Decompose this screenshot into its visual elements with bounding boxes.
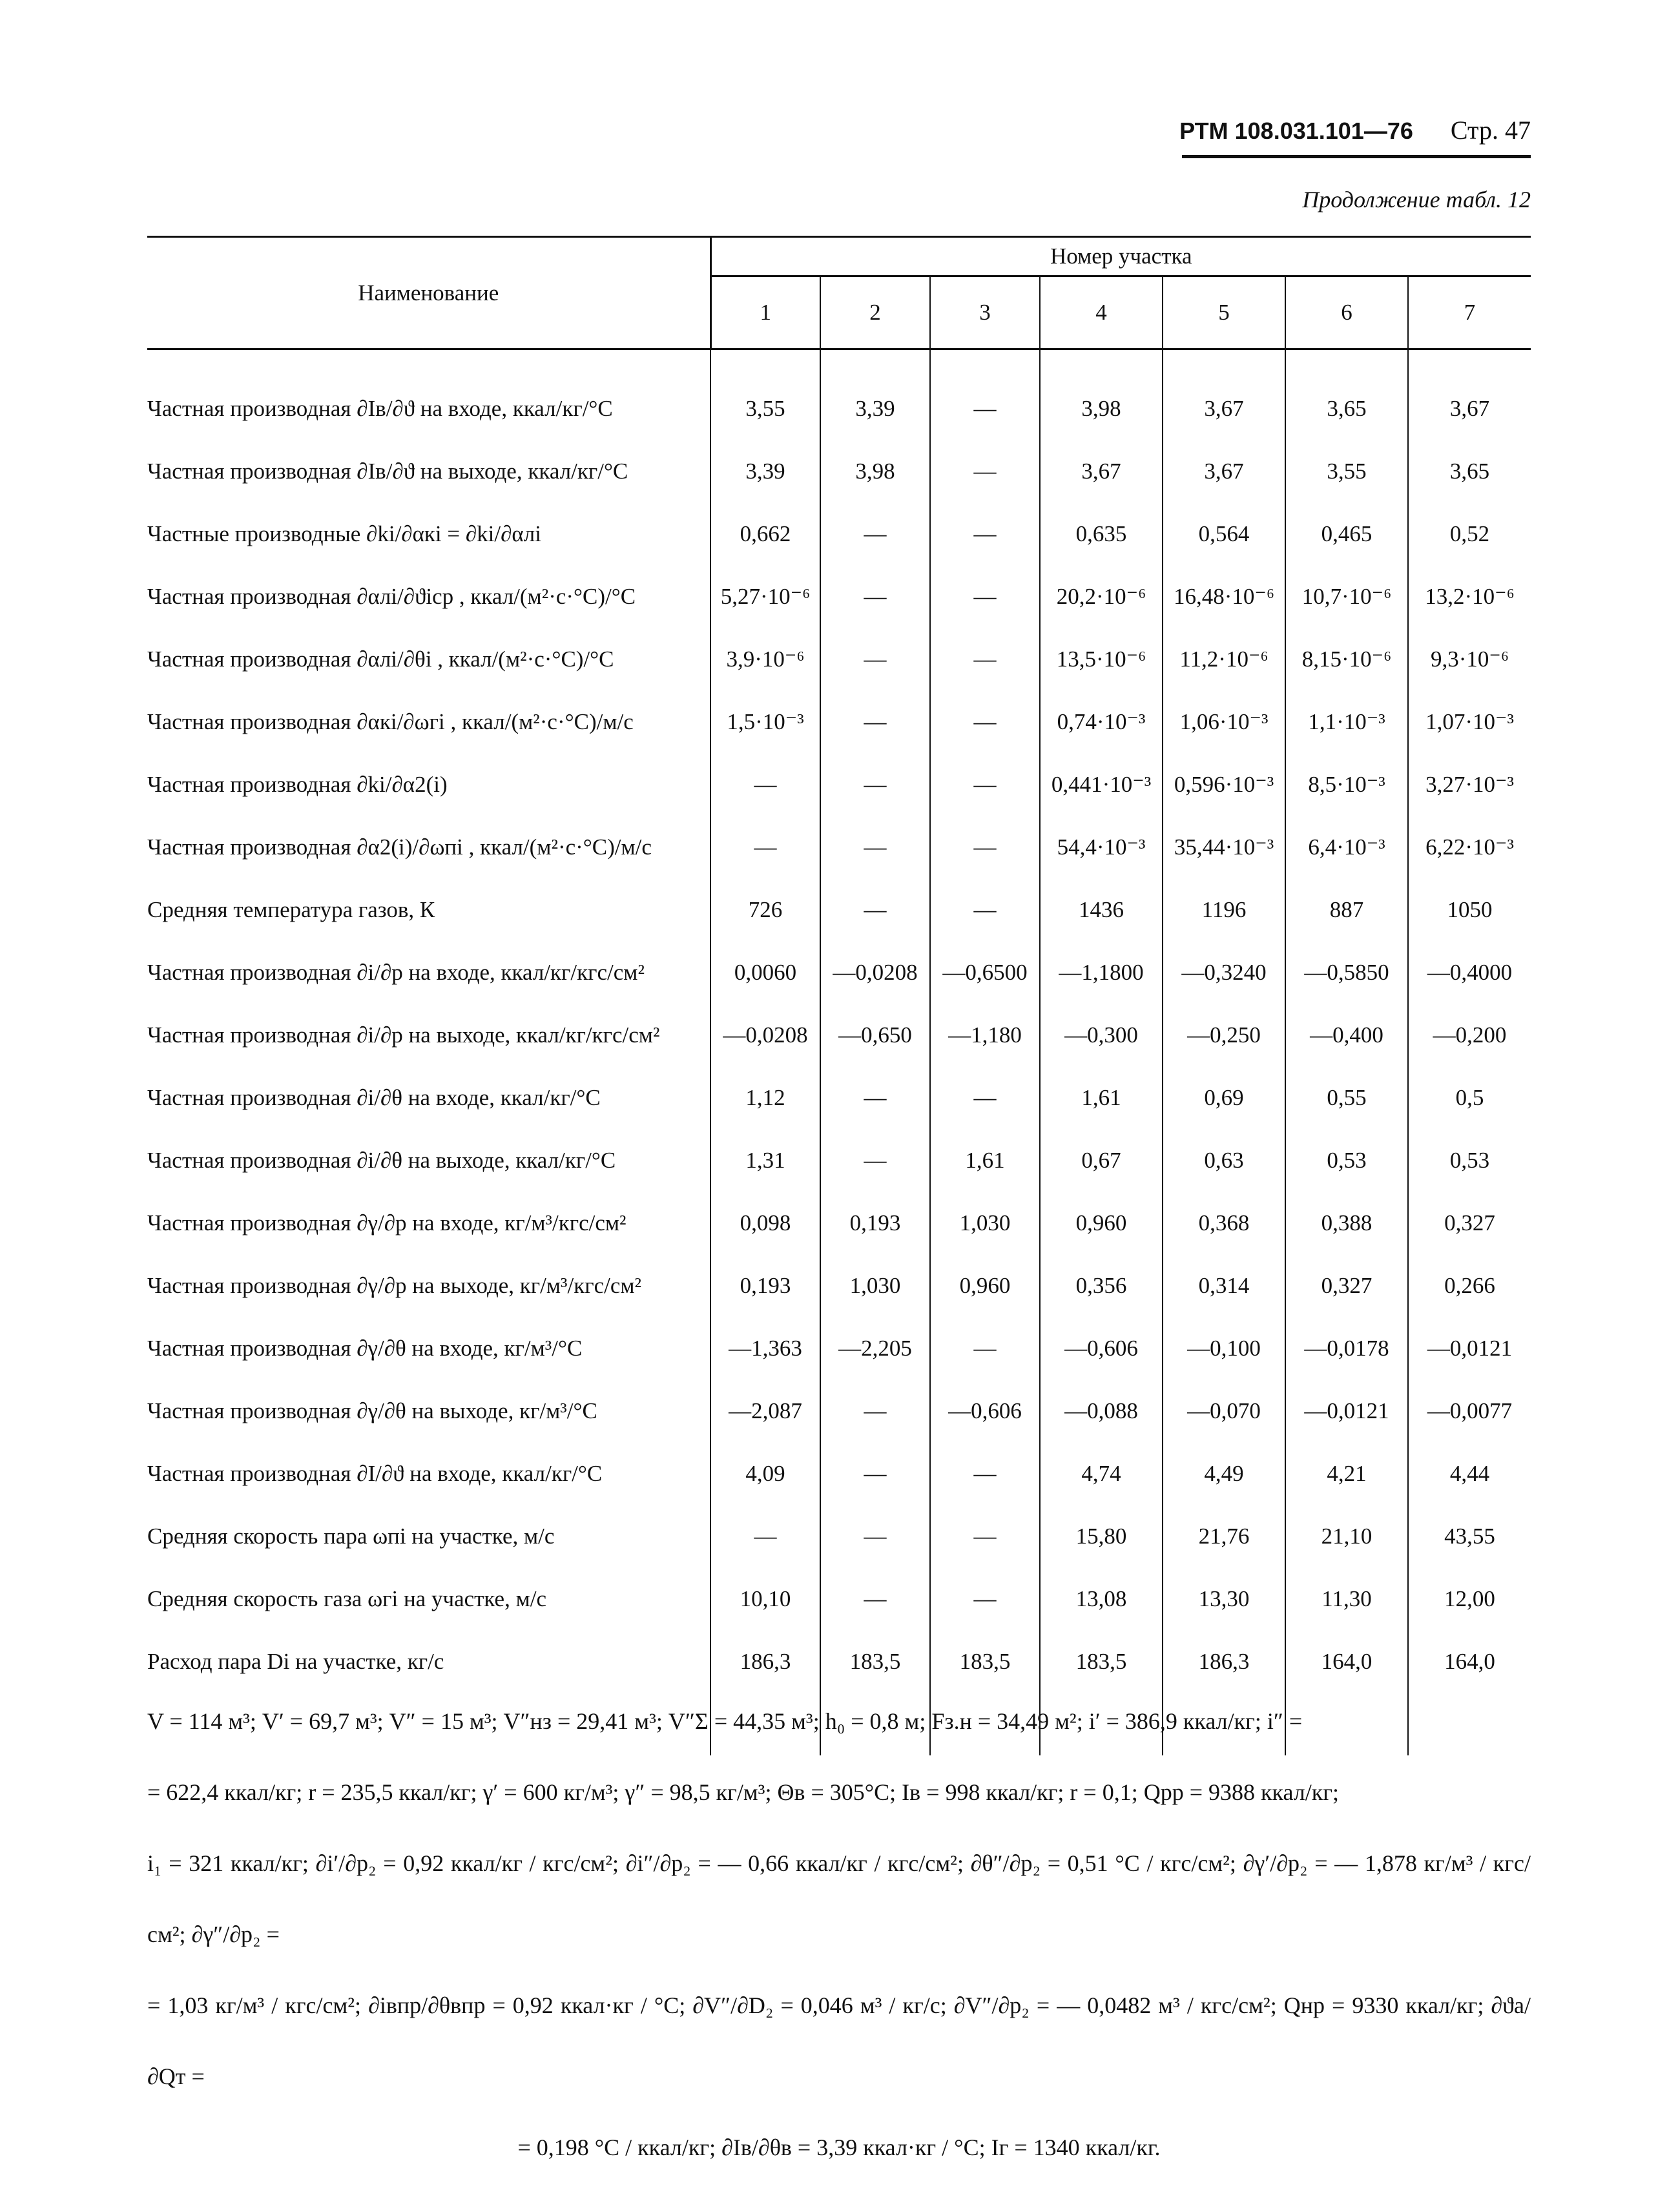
cell-section-2: — xyxy=(820,1567,930,1630)
cell-section-5: 0,314 xyxy=(1163,1254,1285,1317)
cell-section-6: 0,327 xyxy=(1285,1254,1408,1317)
cell-section-5: 1196 xyxy=(1163,878,1285,941)
cell-section-6: 10,7·10⁻⁶ xyxy=(1285,565,1408,628)
column-header-3: 3 xyxy=(930,276,1040,349)
notes-line: i₁ = 321 ккал/кг; ∂i′/∂p₂ = 0,92 ккал/кг / кгс/см²; ∂i″/∂p₂ = — 0,66 ккал/кг / кгс/см²; ∂θ″/∂p₂ = 0,51 °C / кгс/см²; ∂γ′/∂p₂ = — 1,878 кг/м³ / кгс/см²; ∂γ″/∂p₂ = xyxy=(147,1850,1531,1947)
cell-section-4: 1,61 xyxy=(1040,1066,1163,1129)
cell-section-6: 0,388 xyxy=(1285,1192,1408,1254)
table-row xyxy=(147,1567,1531,1630)
cell-section-7: 4,44 xyxy=(1408,1442,1531,1505)
cell-section-1: 0,662 xyxy=(710,502,820,565)
cell-section-3: — xyxy=(930,1317,1040,1380)
row-label: Частная производная ∂γ/∂p на входе, кг/м³/кгс/см² xyxy=(147,1210,627,1235)
cell-section-7: 0,52 xyxy=(1408,502,1531,565)
cell-section-1: 5,27·10⁻⁶ xyxy=(710,565,820,628)
cell-section-3: — xyxy=(930,878,1040,941)
cell-section-4: 20,2·10⁻⁶ xyxy=(1040,565,1163,628)
cell-section-6: 164,0 xyxy=(1285,1630,1408,1693)
cell-section-6: 21,10 xyxy=(1285,1505,1408,1567)
cell-section-3: — xyxy=(930,628,1040,690)
cell-section-4: 0,356 xyxy=(1040,1254,1163,1317)
cell-section-6: 3,55 xyxy=(1285,440,1408,502)
cell-section-2: 0,193 xyxy=(820,1192,930,1254)
cell-section-5: 3,67 xyxy=(1163,440,1285,502)
cell-section-7: —0,0121 xyxy=(1408,1317,1531,1380)
cell-section-7: 3,65 xyxy=(1408,440,1531,502)
cell-section-3: —0,6500 xyxy=(930,941,1040,1004)
cell-section-2: —0,650 xyxy=(820,1004,930,1066)
cell-section-1: 3,55 xyxy=(710,377,820,440)
cell-section-7: 43,55 xyxy=(1408,1505,1531,1567)
cell-section-2: 3,39 xyxy=(820,377,930,440)
cell-section-1: — xyxy=(710,816,820,878)
cell-section-7: 1050 xyxy=(1408,878,1531,941)
cell-section-1: 186,3 xyxy=(710,1630,820,1693)
cell-section-5: 0,69 xyxy=(1163,1066,1285,1129)
cell-section-3: — xyxy=(930,816,1040,878)
cell-section-5: 186,3 xyxy=(1163,1630,1285,1693)
page-number: Стр. 47 xyxy=(1450,116,1531,145)
cell-section-5: —0,250 xyxy=(1163,1004,1285,1066)
cell-section-3: — xyxy=(930,1066,1040,1129)
table-row xyxy=(147,753,1531,816)
cell-section-2: — xyxy=(820,1505,930,1567)
row-label: Частная производная ∂ki/∂α2(i) xyxy=(147,771,448,797)
cell-section-1: 1,12 xyxy=(710,1066,820,1129)
column-header-2: 2 xyxy=(820,276,930,349)
cell-section-6: 6,4·10⁻³ xyxy=(1285,816,1408,878)
cell-section-4: 13,08 xyxy=(1040,1567,1163,1630)
cell-section-2: — xyxy=(820,690,930,753)
cell-section-2: — xyxy=(820,1066,930,1129)
cell-section-2: — xyxy=(820,816,930,878)
cell-section-1: 3,39 xyxy=(710,440,820,502)
cell-section-1: 726 xyxy=(710,878,820,941)
column-header-4: 4 xyxy=(1040,276,1163,349)
table-row xyxy=(147,1254,1531,1317)
cell-section-2: — xyxy=(820,565,930,628)
row-label: Частная производная ∂i/∂θ на выходе, ккал/кг/°C xyxy=(147,1147,616,1173)
notes-line: = 622,4 ккал/кг; r = 235,5 ккал/кг; γ′ = 600 кг/м³; γ″ = 98,5 кг/м³; Θв = 305°C; Iв = 998 ккал/кг; r = 0,1; Qрр = 9388 ккал/кг; xyxy=(147,1779,1339,1805)
cell-section-1: 0,193 xyxy=(710,1254,820,1317)
cell-section-6: 8,5·10⁻³ xyxy=(1285,753,1408,816)
cell-section-5: —0,070 xyxy=(1163,1380,1285,1442)
column-header-1: 1 xyxy=(710,276,820,349)
cell-section-6: —0,400 xyxy=(1285,1004,1408,1066)
row-label: Частная производная ∂i/∂p на входе, ккал/кг/кгс/см² xyxy=(147,959,645,985)
cell-section-7: 9,3·10⁻⁶ xyxy=(1408,628,1531,690)
cell-section-2: — xyxy=(820,628,930,690)
column-header-7: 7 xyxy=(1408,276,1531,349)
column-group-header: Номер участка xyxy=(710,237,1531,276)
cell-section-5: 16,48·10⁻⁶ xyxy=(1163,565,1285,628)
cell-section-5: 0,564 xyxy=(1163,502,1285,565)
cell-section-4: 0,960 xyxy=(1040,1192,1163,1254)
cell-section-1: 1,31 xyxy=(710,1129,820,1192)
cell-section-6: 11,30 xyxy=(1285,1567,1408,1630)
cell-section-1: —1,363 xyxy=(710,1317,820,1380)
row-label: Частная производная ∂Iв/∂ϑ на выходе, ккал/кг/°C xyxy=(147,458,628,484)
cell-section-3: — xyxy=(930,1505,1040,1567)
table-row xyxy=(147,690,1531,753)
cell-section-4: 1436 xyxy=(1040,878,1163,941)
cell-section-7: —0,200 xyxy=(1408,1004,1531,1066)
table-row xyxy=(147,1066,1531,1129)
cell-section-1: 1,5·10⁻³ xyxy=(710,690,820,753)
table-row xyxy=(147,628,1531,690)
cell-section-3: — xyxy=(930,690,1040,753)
table-continuation-caption: Продолжение табл. 12 xyxy=(1302,187,1531,212)
cell-section-2: —0,0208 xyxy=(820,941,930,1004)
cell-section-3: —0,606 xyxy=(930,1380,1040,1442)
cell-section-3: — xyxy=(930,440,1040,502)
row-label: Частная производная ∂γ/∂p на выходе, кг/м³/кгс/см² xyxy=(147,1272,642,1298)
row-label: Частные производные ∂ki/∂αкi = ∂ki/∂αлi xyxy=(147,521,541,546)
cell-section-3: —1,180 xyxy=(930,1004,1040,1066)
row-label: Частная производная ∂Iв/∂ϑ на входе, ккал/кг/°C xyxy=(147,395,613,421)
cell-section-1: 3,9·10⁻⁶ xyxy=(710,628,820,690)
cell-section-5: 11,2·10⁻⁶ xyxy=(1163,628,1285,690)
cell-section-5: —0,100 xyxy=(1163,1317,1285,1380)
row-label: Расход пара Di на участке, кг/с xyxy=(147,1648,444,1674)
notes-line: = 1,03 кг/м³ / кгс/см²; ∂iвпр/∂θвпр = 0,92 ккал·кг / °C; ∂V″/∂D₂ = 0,046 м³ / кг/с; ∂V″/∂p₂ = — 0,0482 м³ / кгс/см²; Qнр = 9330 ккал/кг; ∂ϑа/∂Qт = xyxy=(147,1992,1531,2089)
table-row xyxy=(147,1380,1531,1442)
header-rule xyxy=(1182,155,1531,158)
cell-section-3: 1,61 xyxy=(930,1129,1040,1192)
row-label: Частная производная ∂i/∂p на выходе, ккал/кг/кгс/см² xyxy=(147,1022,660,1048)
cell-section-2: — xyxy=(820,753,930,816)
cell-section-3: — xyxy=(930,1442,1040,1505)
row-label: Средняя скорость пара ωпi на участке, м/с xyxy=(147,1523,555,1549)
cell-section-4: 0,74·10⁻³ xyxy=(1040,690,1163,753)
table-row xyxy=(147,377,1531,440)
cell-section-1: — xyxy=(710,1505,820,1567)
table-row xyxy=(147,878,1531,941)
notes-block xyxy=(147,1686,1531,2183)
cell-section-3: 1,030 xyxy=(930,1192,1040,1254)
table-row xyxy=(147,1630,1531,1693)
data-table xyxy=(147,236,1531,1755)
cell-section-5: 35,44·10⁻³ xyxy=(1163,816,1285,878)
cell-section-4: —0,606 xyxy=(1040,1317,1163,1380)
cell-section-6: 8,15·10⁻⁶ xyxy=(1285,628,1408,690)
table-row xyxy=(147,502,1531,565)
cell-section-4: 54,4·10⁻³ xyxy=(1040,816,1163,878)
cell-section-6: 1,1·10⁻³ xyxy=(1285,690,1408,753)
cell-section-2: 183,5 xyxy=(820,1630,930,1693)
cell-section-4: —1,1800 xyxy=(1040,941,1163,1004)
row-label: Частная производная ∂γ/∂θ на выходе, кг/м³/°C xyxy=(147,1398,597,1423)
cell-section-4: 13,5·10⁻⁶ xyxy=(1040,628,1163,690)
page-header xyxy=(1179,115,1531,145)
notes-line: = 0,198 °C / ккал/кг; ∂Iв/∂θв = 3,39 ккал·кг / °C; Iг = 1340 ккал/кг. xyxy=(517,2134,1161,2160)
row-label: Средняя температура газов, К xyxy=(147,896,435,922)
cell-section-2: — xyxy=(820,502,930,565)
cell-section-4: —0,088 xyxy=(1040,1380,1163,1442)
cell-section-3: — xyxy=(930,1567,1040,1630)
cell-section-7: 164,0 xyxy=(1408,1630,1531,1693)
cell-section-7: 0,53 xyxy=(1408,1129,1531,1192)
cell-section-2: —2,205 xyxy=(820,1317,930,1380)
cell-section-3: 183,5 xyxy=(930,1630,1040,1693)
cell-section-4: 3,67 xyxy=(1040,440,1163,502)
cell-section-6: —0,0121 xyxy=(1285,1380,1408,1442)
cell-section-6: 0,465 xyxy=(1285,502,1408,565)
cell-section-1: —0,0208 xyxy=(710,1004,820,1066)
cell-section-5: —0,3240 xyxy=(1163,941,1285,1004)
cell-section-2: 3,98 xyxy=(820,440,930,502)
cell-section-6: 887 xyxy=(1285,878,1408,941)
table-row xyxy=(147,1192,1531,1254)
cell-section-2: — xyxy=(820,1442,930,1505)
cell-section-4: —0,300 xyxy=(1040,1004,1163,1066)
table-row xyxy=(147,565,1531,628)
cell-section-1: —2,087 xyxy=(710,1380,820,1442)
table-row xyxy=(147,941,1531,1004)
cell-section-2: — xyxy=(820,878,930,941)
row-label: Частная производная ∂I/∂ϑ на входе, ккал/кг/°C xyxy=(147,1460,603,1486)
table-row xyxy=(147,1442,1531,1505)
cell-section-6: —0,0178 xyxy=(1285,1317,1408,1380)
table-row xyxy=(147,440,1531,502)
cell-section-7: 3,27·10⁻³ xyxy=(1408,753,1531,816)
row-label: Частная производная ∂αлi/∂θi , ккал/(м²·с·°C)/°C xyxy=(147,646,614,672)
cell-section-3: — xyxy=(930,565,1040,628)
cell-section-4: 4,74 xyxy=(1040,1442,1163,1505)
cell-section-7: 1,07·10⁻³ xyxy=(1408,690,1531,753)
row-label: Частная производная ∂αлi/∂ϑiср , ккал/(м²·с·°C)/°C xyxy=(147,583,636,609)
cell-section-5: 3,67 xyxy=(1163,377,1285,440)
cell-section-7: —0,0077 xyxy=(1408,1380,1531,1442)
cell-section-2: — xyxy=(820,1380,930,1442)
cell-section-3: 0,960 xyxy=(930,1254,1040,1317)
table-row xyxy=(147,816,1531,878)
cell-section-6: 0,53 xyxy=(1285,1129,1408,1192)
cell-section-5: 0,596·10⁻³ xyxy=(1163,753,1285,816)
row-label: Частная производная ∂α2(i)/∂ωпi , ккал/(м²·с·°C)/м/с xyxy=(147,834,652,860)
cell-section-5: 0,63 xyxy=(1163,1129,1285,1192)
cell-section-4: 3,98 xyxy=(1040,377,1163,440)
cell-section-6: 0,55 xyxy=(1285,1066,1408,1129)
cell-section-1: 0,0060 xyxy=(710,941,820,1004)
table-row xyxy=(147,1129,1531,1192)
cell-section-6: 3,65 xyxy=(1285,377,1408,440)
cell-section-7: 13,2·10⁻⁶ xyxy=(1408,565,1531,628)
cell-section-7: 0,327 xyxy=(1408,1192,1531,1254)
row-label: Частная производная ∂γ/∂θ на входе, кг/м³/°C xyxy=(147,1335,583,1361)
cell-section-4: 0,67 xyxy=(1040,1129,1163,1192)
cell-section-2: 1,030 xyxy=(820,1254,930,1317)
row-label: Средняя скорость газа ωгi на участке, м/с xyxy=(147,1586,547,1611)
cell-section-6: 4,21 xyxy=(1285,1442,1408,1505)
column-header-name: Наименование xyxy=(147,237,710,349)
cell-section-1: 0,098 xyxy=(710,1192,820,1254)
row-label: Частная производная ∂i/∂θ на входе, ккал/кг/°C xyxy=(147,1084,601,1110)
cell-section-7: 3,67 xyxy=(1408,377,1531,440)
cell-section-7: 0,5 xyxy=(1408,1066,1531,1129)
row-label: Частная производная ∂αкi/∂ωгi , ккал/(м²·с·°C)/м/с xyxy=(147,708,634,734)
cell-section-6: —0,5850 xyxy=(1285,941,1408,1004)
cell-section-2: — xyxy=(820,1129,930,1192)
document-code: РТМ 108.031.101—76 xyxy=(1179,118,1413,144)
column-header-6: 6 xyxy=(1285,276,1408,349)
cell-section-7: 0,266 xyxy=(1408,1254,1531,1317)
table-body xyxy=(147,349,1531,1756)
cell-section-4: 0,635 xyxy=(1040,502,1163,565)
cell-section-3: — xyxy=(930,377,1040,440)
cell-section-1: 4,09 xyxy=(710,1442,820,1505)
cell-section-5: 4,49 xyxy=(1163,1442,1285,1505)
cell-section-7: —0,4000 xyxy=(1408,941,1531,1004)
cell-section-1: 10,10 xyxy=(710,1567,820,1630)
cell-section-3: — xyxy=(930,502,1040,565)
cell-section-5: 1,06·10⁻³ xyxy=(1163,690,1285,753)
column-header-5: 5 xyxy=(1163,276,1285,349)
table-row xyxy=(147,1004,1531,1066)
cell-section-4: 0,441·10⁻³ xyxy=(1040,753,1163,816)
cell-section-7: 6,22·10⁻³ xyxy=(1408,816,1531,878)
cell-section-5: 0,368 xyxy=(1163,1192,1285,1254)
cell-section-5: 13,30 xyxy=(1163,1567,1285,1630)
cell-section-4: 183,5 xyxy=(1040,1630,1163,1693)
table-row xyxy=(147,1317,1531,1380)
notes-line: V = 114 м³; V′ = 69,7 м³; V″ = 15 м³; V″нз = 29,41 м³; V″Σ = 44,35 м³; h₀ = 0,8 м; Fз.н = 34,49 м²; i′ = 386,9 ккал/кг; i″ = xyxy=(147,1708,1303,1734)
table-row xyxy=(147,1505,1531,1567)
cell-section-5: 21,76 xyxy=(1163,1505,1285,1567)
cell-section-4: 15,80 xyxy=(1040,1505,1163,1567)
cell-section-1: — xyxy=(710,753,820,816)
cell-section-3: — xyxy=(930,753,1040,816)
cell-section-7: 12,00 xyxy=(1408,1567,1531,1630)
